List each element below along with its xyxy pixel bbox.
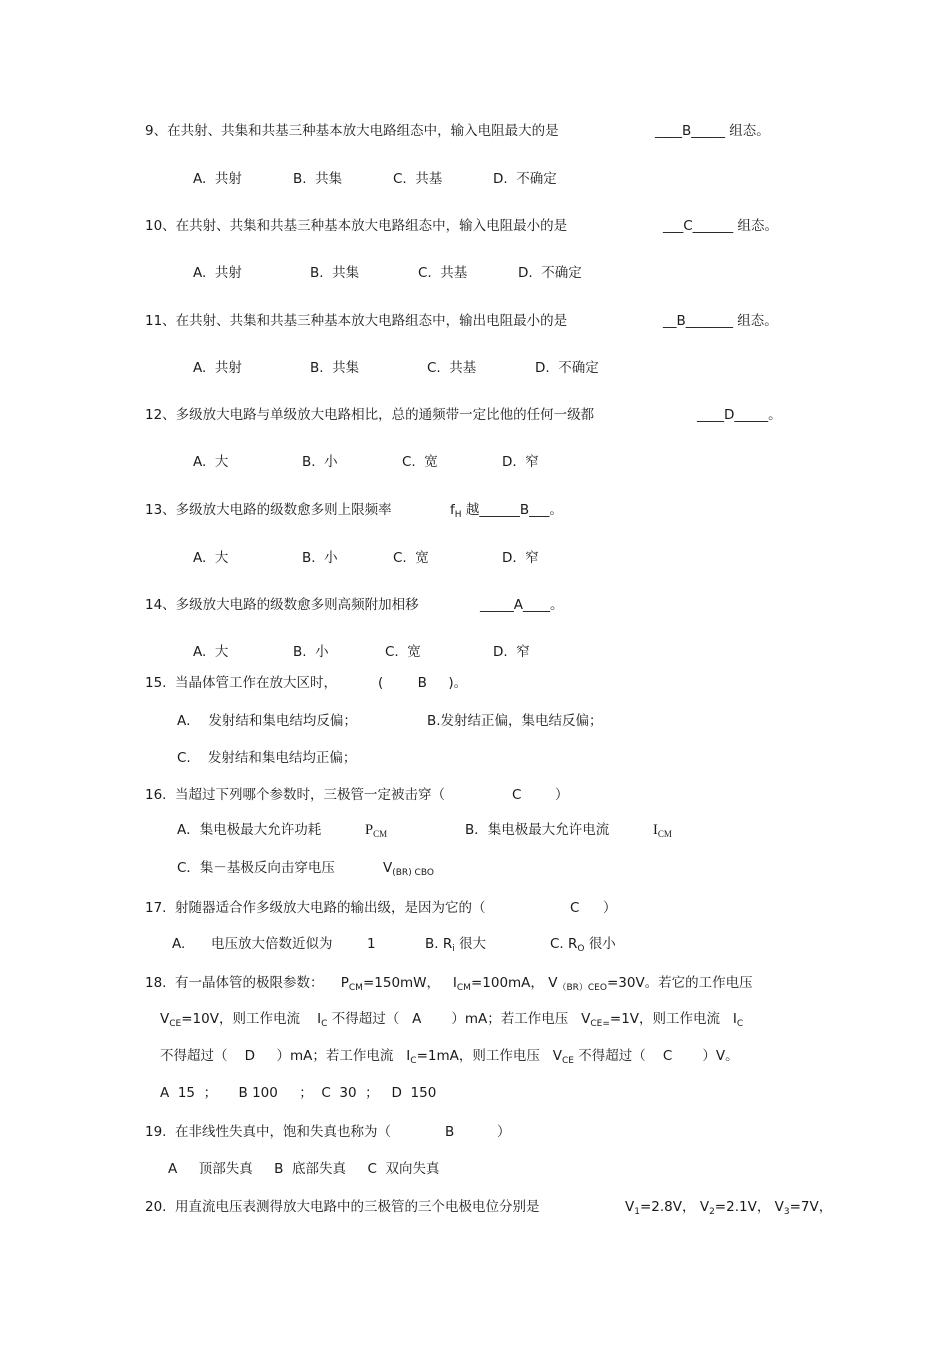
q15-option-b: B.发射结正偏，集电结反偏； [427, 713, 603, 729]
q14-stem: 14、多级放大电路的级数愈多则高频附加相移 [145, 597, 419, 613]
q15-option-c: C. 发射结和集电结均正偏； [177, 750, 357, 766]
q10-blank: ___C______ 组态。 [663, 218, 778, 234]
q17-option-c: C. $R_O$ 很小 [550, 936, 616, 954]
q19-close: ） [497, 1124, 511, 1140]
q13-option-a: A. 大 [193, 550, 229, 566]
q10-stem: 10、在共射、共集和共基三种基本放大电路组态中，输入电阻最小的是 [145, 218, 568, 234]
q12-option-d: D. 窄 [502, 454, 539, 470]
q11-blank: __B_______ 组态。 [663, 313, 778, 329]
q20-voltages: $V_1=2.8V$， $V_2=2.1V$， $V_3=7V$， [625, 1199, 833, 1217]
q9-option-a: A. 共射 [193, 171, 242, 187]
q10-option-a: A. 共射 [193, 265, 242, 281]
q17-option-a: A. 电压放大倍数近似为 [172, 936, 333, 952]
q9-option-d: D. 不确定 [493, 171, 557, 187]
q13-option-b: B. 小 [302, 550, 338, 566]
q14-option-b: B. 小 [293, 644, 329, 660]
q11-option-b: B. 共集 [310, 360, 360, 376]
q13-fh: $f_H$ 越______B___。 [450, 502, 563, 520]
q10-option-c: C. 共基 [418, 265, 468, 281]
q15-answer: ( B )。 [378, 675, 468, 691]
q15-stem: 15. 当晶体管工作在放大区时， [145, 675, 338, 691]
q19-answer: B [445, 1124, 455, 1140]
q18-line-1: 18. 有一晶体管的极限参数： $P_{CM}=150mW$， $I_{CM}=100mA$， $V_{(BR)CEO}=30V$。若它的工作电压 [145, 975, 753, 993]
q19-options: A 顶部失真 B 底部失真 C 双向失真 [168, 1161, 440, 1177]
q13-option-c: C. 宽 [393, 550, 429, 566]
q17-close: ） [603, 900, 617, 916]
q19-stem: 19. 在非线性失真中，饱和失真也称为（ [145, 1124, 392, 1140]
q16-option-a-symbol: $P_{CM}$ [365, 822, 388, 839]
q16-option-b-symbol: $I_{CM}$ [653, 822, 672, 839]
q16-answer: C [512, 787, 522, 803]
q16-option-b: B．集电极最大允许电流 [465, 822, 610, 838]
q18-line-2: $V_{CE}=10V$，则工作电流 $I_C$ 不得超过（ A ）mA；若工作电压 $V_{CE=}=1V$，则工作电流 $I_C$ [160, 1011, 744, 1029]
q16-option-c-symbol: $V_{(BR) CBO}$ [383, 860, 434, 878]
q18-choices: A 15 ； B 100 ； C 30 ； D 150 [160, 1085, 437, 1101]
q10-option-b: B. 共集 [310, 265, 360, 281]
q12-option-b: B. 小 [302, 454, 338, 470]
q14-option-c: C. 宽 [385, 644, 421, 660]
q13-stem: 13、多级放大电路的级数愈多则上限频率 [145, 502, 392, 518]
q9-blank: ____B_____ 组态。 [655, 123, 770, 139]
q14-option-a: A. 大 [193, 644, 229, 660]
q15-option-a: A． 发射结和集电结均反偏； [177, 713, 357, 729]
q16-option-a: A．集电极最大允许功耗 [177, 822, 322, 838]
q9-option-c: C. 共基 [393, 171, 443, 187]
q11-stem: 11、在共射、共集和共基三种基本放大电路组态中，输出电阻最小的是 [145, 313, 568, 329]
q10-option-d: D. 不确定 [518, 265, 582, 281]
q11-option-d: D. 不确定 [535, 360, 599, 376]
q11-option-a: A. 共射 [193, 360, 242, 376]
q16-option-c: C．集－基极反向击穿电压 [177, 860, 335, 876]
q12-blank: ____D_____。 [697, 407, 782, 423]
q11-option-c: C. 共基 [427, 360, 477, 376]
q14-option-d: D. 窄 [493, 644, 530, 660]
q17-answer: C [570, 900, 580, 916]
q16-stem: 16. 当超过下列哪个参数时，三极管一定被击穿（ [145, 787, 446, 803]
q17-stem: 17. 射随器适合作多级放大电路的输出级，是因为它的（ [145, 900, 486, 916]
q17-option-b: B. $R_i$ 很大 [425, 936, 487, 954]
q17-option-a-value: 1 [367, 936, 376, 952]
q12-option-a: A. 大 [193, 454, 229, 470]
q9-stem: 9、在共射、共集和共基三种基本放大电路组态中，输入电阻最大的是 [145, 123, 559, 139]
q20-stem: 20. 用直流电压表测得放大电路中的三极管的三个电极电位分别是 [145, 1199, 540, 1215]
q12-option-c: C. 宽 [402, 454, 438, 470]
q9-option-b: B. 共集 [293, 171, 343, 187]
q13-option-d: D. 窄 [502, 550, 539, 566]
q12-stem: 12、多级放大电路与单级放大电路相比，总的通频带一定比他的任何一级都 [145, 407, 595, 423]
q18-line-3: 不得超过（ D ）mA；若工作电流 $I_C=1mA$，则工作电压 $V_{CE}$ 不得超过（ C ）V。 [160, 1048, 739, 1066]
q14-blank: _____A____。 [480, 597, 564, 613]
q16-close: ） [555, 787, 569, 803]
